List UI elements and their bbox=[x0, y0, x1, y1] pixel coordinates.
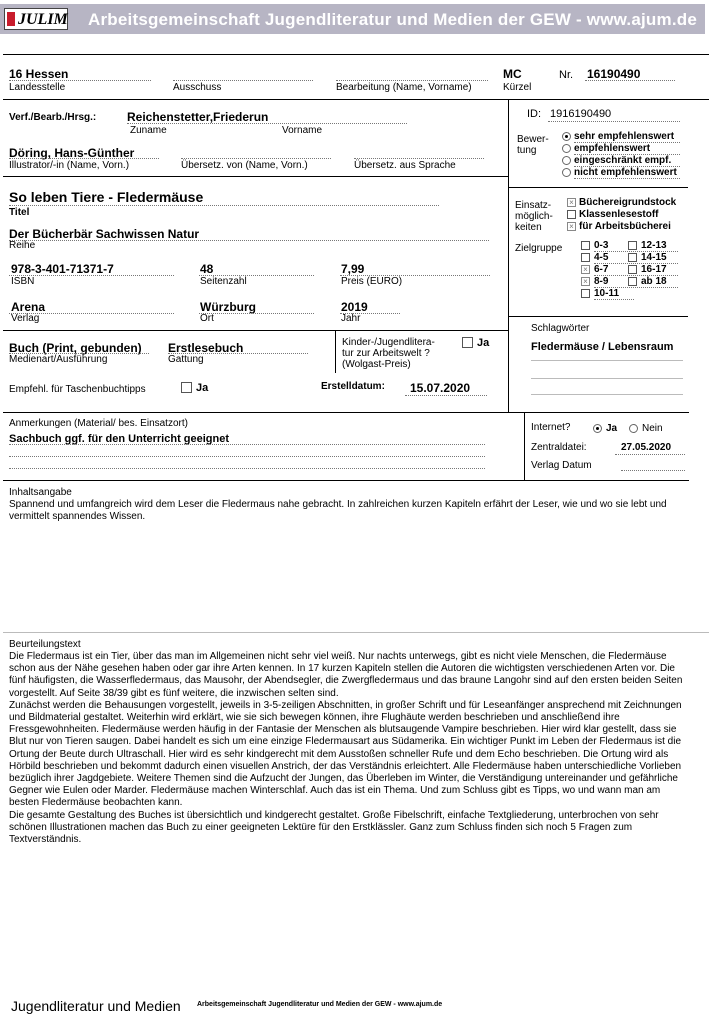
internet-radio-ja[interactable] bbox=[593, 424, 602, 433]
einsatz-checkbox-0[interactable]: × bbox=[567, 198, 576, 207]
einsatz-checkbox-2[interactable]: × bbox=[567, 222, 576, 231]
zielgruppe-0-3: 0-3 bbox=[594, 240, 609, 251]
internet-ja: Ja bbox=[606, 423, 618, 434]
zentraldatei-line bbox=[615, 454, 685, 455]
rating-label-2: tung bbox=[517, 145, 537, 156]
ort-line bbox=[199, 313, 314, 314]
zielgruppe-checkbox-14-15[interactable] bbox=[628, 253, 637, 262]
anmerkungen-label: Anmerkungen (Material/ bes. Einsatzort) bbox=[9, 418, 188, 429]
sprache-label: Übersetz. aus Sprache bbox=[354, 160, 456, 171]
preis-label: Preis (EURO) bbox=[341, 276, 403, 287]
id-line bbox=[548, 121, 680, 122]
rating-options bbox=[562, 130, 682, 178]
taschenbuch-ja: Ja bbox=[196, 382, 209, 394]
divider-anmerkungen bbox=[3, 480, 689, 481]
erstelldatum-line bbox=[405, 395, 487, 396]
title-line bbox=[9, 205, 439, 206]
divider-top bbox=[3, 54, 709, 55]
beurteilung-label: Beurteilungstext bbox=[9, 639, 81, 650]
preis-value: 7,99 bbox=[341, 262, 365, 276]
zielgruppe-checkbox-10-11[interactable] bbox=[581, 289, 590, 298]
bearbeitung-line bbox=[336, 80, 488, 81]
internet-nein: Nein bbox=[642, 423, 663, 434]
zielgruppe-label: Zielgruppe bbox=[515, 243, 563, 254]
illustrator-line bbox=[9, 158, 159, 159]
rating-option-1: empfehlenswert bbox=[574, 143, 651, 154]
vorname-label: Vorname bbox=[282, 125, 323, 136]
einsatz-option-0: Büchereigrundstock bbox=[579, 197, 677, 208]
bearbeitung-label: Bearbeitung (Name, Vorname) bbox=[336, 82, 472, 93]
divider-row1 bbox=[3, 99, 709, 100]
zielgruppe-4-5: 4-5 bbox=[594, 252, 609, 263]
divider-vertical-right bbox=[508, 99, 509, 412]
anm-line-3 bbox=[9, 468, 485, 469]
landesstelle-label: Landesstelle bbox=[9, 82, 66, 93]
ort-value: Würzburg bbox=[200, 300, 256, 314]
zielgruppe-checkbox-4-5[interactable] bbox=[581, 253, 590, 262]
zg-line-1 bbox=[594, 251, 678, 252]
ausschuss-line bbox=[173, 80, 313, 81]
title-label: Titel bbox=[9, 207, 30, 218]
zielgruppe-12-13: 12-13 bbox=[641, 240, 667, 251]
zg-line-4 bbox=[594, 287, 678, 288]
id-label: ID: bbox=[527, 108, 542, 120]
seiten-value: 48 bbox=[200, 262, 214, 276]
zielgruppe-checkbox-8-9[interactable]: × bbox=[581, 277, 590, 286]
einsatz-label-1: Einsatz- bbox=[515, 200, 552, 211]
beurteilung-paragraph-2: Zunächst werden die Behausungen vorgestellt, jeweils in 3-5-zeiligen Abschnitten, in großer Schrift und für Leseanfänger ansprechend mit Zeichnungen und Bildmaterial gestaltet. Weiterhin wird erklärt, wie sie sich bewegen können, ihre Flughäute werden beschrieben und anschließend ihre Fressgewohnheiten. Fledermäuse werden häufig in der Fantasie der Menschen als blutsaugende Vampire beschrieben. Hier wird klar gestellt, dass sie Blut nur von Tieren saugen. Dabei handelt es sich um eine einzige Fledermausart aus Südamerika. Ein wichtiger Punkt im Leben der Fledermaus ist die Ortung der Beute durch Ultraschall. Hier wird es sehr kindgerecht mit dem Ausstoßen schneller Rufe und dem Echo beschrieben. Die Ortung wird als Hörbild beschrieben und bekommt dadurch einen visuellen Anstrich, der das Verständnis erleichtert. Alle Fledermäuse haben unterschiedliche Vorlieben bezüglich ihrer Jagdgebiete. Weitere Themen sind die Aufzucht der Jungen, das Überleben im Winter, die Verständigung untereinander und gefährliche Gegner wie Eulen oder Marder. Fledermäuse machen Winterschlaf. Auch das ist ein Thema. Und zum Schluss gibt es Tipps, wo und wann man am besten Fledermäuse beobachten kann. bbox=[9, 699, 682, 809]
divider-kjl bbox=[335, 330, 336, 373]
kjl-label-2: tur zur Arbeitswelt ? bbox=[342, 348, 430, 359]
rating-line-1 bbox=[574, 154, 680, 155]
julim-logo bbox=[4, 8, 68, 30]
divider-persons bbox=[3, 176, 508, 177]
kjl-label-3: (Wolgast-Preis) bbox=[342, 359, 411, 370]
verlag-value: Arena bbox=[11, 300, 46, 314]
zielgruppe-16-17: 16-17 bbox=[641, 264, 667, 275]
rating-option-0: sehr empfehlenswert bbox=[574, 131, 675, 142]
logo-text: JULIM bbox=[18, 11, 68, 28]
uebersetz-label: Übersetz. von (Name, Vorn.) bbox=[181, 160, 308, 171]
schlag-line-3 bbox=[531, 394, 683, 395]
schlagwoerter-value: Fledermäuse / Lebensraum bbox=[531, 341, 674, 353]
schlag-line-1 bbox=[531, 360, 683, 361]
rating-option-2: eingeschränkt empf. bbox=[574, 155, 672, 166]
zielgruppe-14-15: 14-15 bbox=[641, 252, 667, 263]
einsatz-checkbox-1[interactable] bbox=[567, 210, 576, 219]
zielgruppe-8-9: 8-9 bbox=[594, 276, 609, 287]
zg-line-5 bbox=[594, 299, 634, 300]
taschenbuch-label: Empfehl. für Taschenbuchtipps bbox=[9, 384, 146, 395]
schlagwoerter-label: Schlagwörter bbox=[531, 323, 590, 334]
divider-rating bbox=[508, 187, 688, 188]
isbn-label: ISBN bbox=[11, 276, 35, 287]
zielgruppe-checkbox-12-13[interactable] bbox=[628, 241, 637, 250]
medienart-value: Buch (Print, gebunden) bbox=[9, 341, 142, 355]
zuname-line bbox=[127, 123, 407, 124]
zielgruppe-checkbox-16-17[interactable] bbox=[628, 265, 637, 274]
rating-line-0 bbox=[574, 142, 680, 143]
verlag-datum-label: Verlag Datum bbox=[531, 460, 592, 471]
rating-radio-3[interactable] bbox=[562, 168, 571, 177]
erstelldatum-label: Erstelldatum: bbox=[321, 381, 385, 392]
einsatz-label-2: möglich- bbox=[515, 211, 553, 222]
zg-line-2 bbox=[594, 263, 678, 264]
zentraldatei-label: Zentraldatei: bbox=[531, 442, 587, 453]
gattung-label: Gattung bbox=[168, 354, 204, 365]
einsatz-option-1: Klassenlesestoff bbox=[579, 209, 659, 220]
einsatz-label-3: keiten bbox=[515, 222, 542, 233]
einsatz-option-2: für Arbeitsbücherei bbox=[579, 221, 671, 232]
zielgruppe-ab-18: ab 18 bbox=[641, 276, 667, 287]
zg-line-3 bbox=[594, 275, 678, 276]
nr-label: Nr. bbox=[559, 69, 574, 81]
kjl-label-1: Kinder-/Jugendlitera- bbox=[342, 337, 435, 348]
landesstelle-value: 16 Hessen bbox=[9, 67, 69, 81]
header-title: Arbeitsgemeinschaft Jugendliteratur und Medien der GEW - www.ajum.de bbox=[88, 10, 697, 29]
nr-line bbox=[585, 80, 675, 81]
isbn-value: 978-3-401-71371-7 bbox=[11, 262, 114, 276]
zuname-label: Zuname bbox=[130, 125, 167, 136]
anmerkungen-value: Sachbuch ggf. für den Unterricht geeignet bbox=[9, 433, 230, 445]
reihe-value: Der Bücherbär Sachwissen Natur bbox=[9, 227, 200, 241]
inhaltsangabe-label: Inhaltsangabe bbox=[9, 487, 72, 498]
taschenbuch-checkbox[interactable] bbox=[181, 382, 192, 393]
zuname-value: Reichenstetter,Friederun bbox=[127, 110, 269, 124]
inhaltsangabe-text: Spannend und umfangreich wird dem Leser die Fledermaus nahe gebracht. In zahlreichen kurzen Kapiteln erfährt der Leser, wie und wo sie lebt und vermittelt spannendes Wissen. bbox=[9, 499, 667, 523]
rating-line-3 bbox=[574, 178, 680, 179]
kjl-checkbox[interactable] bbox=[462, 337, 473, 348]
internet-radio-nein[interactable] bbox=[629, 424, 638, 433]
nr-value: 16190490 bbox=[587, 67, 641, 81]
divider-zielgruppe bbox=[508, 316, 688, 317]
divider-vertical-internet bbox=[524, 412, 525, 480]
id-value: 1916190490 bbox=[550, 108, 612, 120]
beurteilung-text bbox=[9, 651, 689, 846]
anm-line-2 bbox=[9, 456, 485, 457]
ausschuss-label: Ausschuss bbox=[173, 82, 222, 93]
seiten-label: Seitenzahl bbox=[200, 276, 247, 287]
erstelldatum-value: 15.07.2020 bbox=[410, 381, 471, 395]
uebersetz-line bbox=[181, 158, 331, 159]
beurteilung-paragraph-3: Die gesamte Gestaltung des Buches ist übersichtlich und kindgerecht gestaltet. Große Fibelschrift, einfache Textgliederung, unterbrochen von sehr schönen Illustrationen machen das Buch zu einer geeigneten Lektüre für den Erstklässler. Ganz zum Schluss finden sich noch 5 Fragen zum Textverständnis. bbox=[9, 809, 659, 846]
rating-radio-2[interactable] bbox=[562, 156, 571, 165]
verf-label: Verf./Bearb./Hrsg.: bbox=[9, 112, 97, 123]
rating-option-3: nicht empfehlenswert bbox=[574, 167, 677, 178]
schlag-line-2 bbox=[531, 378, 683, 379]
zielgruppe-checkbox-ab-18[interactable] bbox=[628, 277, 637, 286]
jahr-value: 2019 bbox=[341, 300, 368, 314]
rating-label-1: Bewer- bbox=[517, 134, 549, 145]
illustrator-value: Döring, Hans-Günther bbox=[9, 146, 135, 160]
landesstelle-line bbox=[9, 80, 151, 81]
footer-title: Jugendliteratur und Medien bbox=[11, 998, 181, 1014]
logo-mark-icon bbox=[7, 12, 15, 26]
kjl-ja: Ja bbox=[477, 337, 490, 349]
reihe-line bbox=[9, 240, 489, 241]
zielgruppe-6-7: 6-7 bbox=[594, 264, 609, 275]
zielgruppe-checkbox-6-7[interactable]: × bbox=[581, 265, 590, 274]
kuerzel-value: MC bbox=[503, 67, 522, 81]
rating-radio-0[interactable] bbox=[562, 132, 571, 141]
kuerzel-label: Kürzel bbox=[503, 82, 532, 93]
divider-inhalt bbox=[3, 632, 709, 633]
zentraldatei-value: 27.05.2020 bbox=[621, 442, 672, 453]
footer-subtitle: Arbeitsgemeinschaft Jugendliteratur und Medien der GEW - www.ajum.de bbox=[197, 1001, 443, 1008]
zielgruppe-checkbox-0-3[interactable] bbox=[581, 241, 590, 250]
title-value: So leben Tiere - Fledermäuse bbox=[9, 189, 204, 205]
verlag-label: Verlag bbox=[11, 313, 40, 324]
rating-radio-1[interactable] bbox=[562, 144, 571, 153]
ort-label: Ort bbox=[200, 313, 214, 324]
illustrator-label: Illustrator/-in (Name, Vorn.) bbox=[9, 160, 130, 171]
beurteilung-paragraph-1: Die Fledermaus ist ein Tier, über das man im Allgemeinen nicht sehr viel weiß. Nur nachts unterwegs, gibt es nicht viele Menschen, die Fledermäuse schon aus der Nähe gesehen haben oder gar ihre Arten kennen. In 17 kurzen Kapiteln stellen die Autoren die wichtigsten verschiedenen Arten vor. Die fünf häufigsten, die Wasserfledermaus, das Mausohr, der Abendsegler, die Zwergfledermaus und das braune Langohr sind auf den ersten beiden Seiten vorgestellt. Auf Seite 38/39 gibt es fünf weitere, die inzwischen selten sind. bbox=[9, 651, 683, 699]
divider-book bbox=[3, 330, 508, 331]
divider-medium bbox=[3, 412, 689, 413]
jahr-label: Jahr bbox=[341, 313, 361, 324]
internet-label: Internet? bbox=[531, 422, 571, 433]
zielgruppe-10-11: 10-11 bbox=[594, 288, 620, 299]
reihe-label: Reihe bbox=[9, 240, 36, 251]
anm-line-1 bbox=[9, 444, 485, 445]
medienart-label: Medienart/Ausführung bbox=[9, 354, 108, 365]
rating-line-2 bbox=[574, 166, 680, 167]
sprache-line bbox=[354, 158, 484, 159]
gattung-value: Erstlesebuch bbox=[168, 341, 244, 355]
verlag-datum-line bbox=[621, 470, 685, 471]
